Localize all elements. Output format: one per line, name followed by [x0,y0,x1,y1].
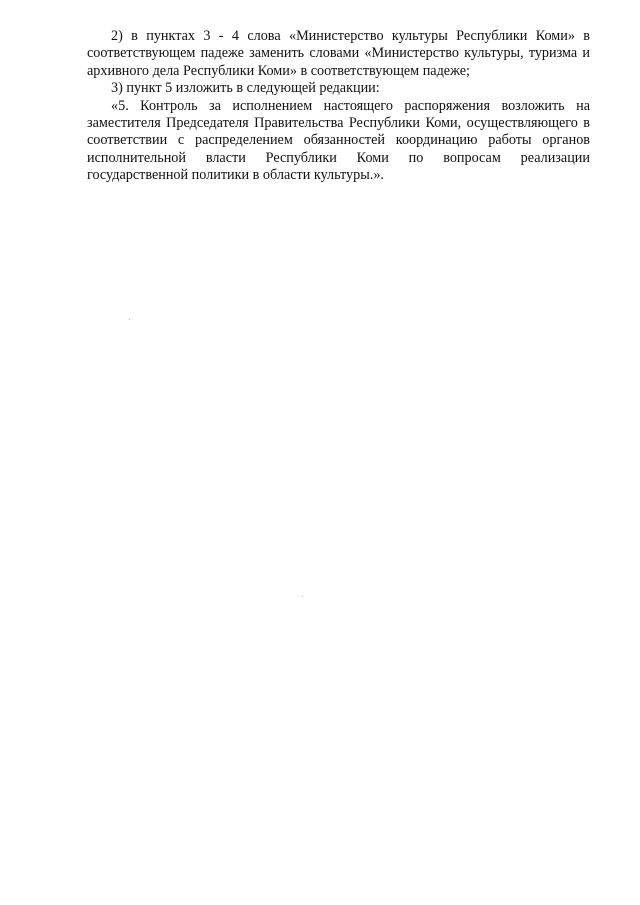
paragraph-item-3: 3) пункт 5 изложить в следующей редакции: [111,80,380,97]
scan-speck [302,596,303,597]
paragraph-item-2: 2) в пунктах 3 - 4 слова «Министерство культуры Республики Коми» в соответствующем падеже заменить словами «Министерство культуры, туризма и архивного дела Республики Коми» в соответствующем падеже; [87,28,590,79]
paragraph-item-5: «5. Контроль за исполнением настоящего распоряжения возложить на заместителя Председателя Правительства Республики Коми, осуществляющего в соответствии с распределением обязанностей координацию работы органов исполнительной власти Республики Коми по вопросам реализации государственной политики в области культуры.». [87,97,590,184]
document-body [87,28,590,185]
scan-speck [129,319,130,320]
